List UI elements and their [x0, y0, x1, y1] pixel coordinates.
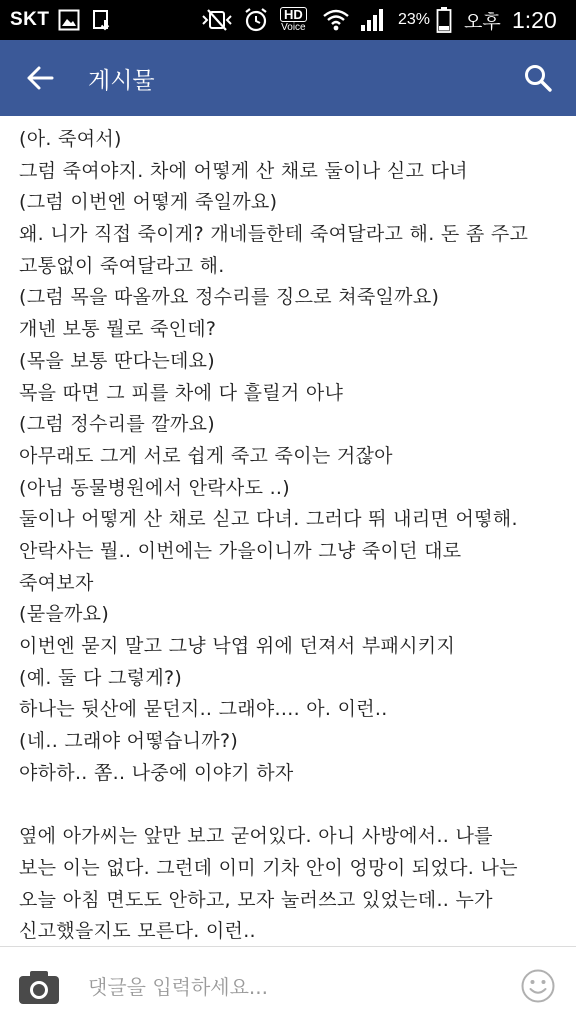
post-line: 옆에 아가씨는 앞만 보고 굳어있다. 아니 사방에서.. 나를 — [19, 825, 493, 848]
carrier-label: SKT — [10, 9, 50, 30]
hd-label: HD — [280, 7, 307, 22]
post-line: (그럼 목을 따올까요 정수리를 징으로 쳐죽일까요) — [19, 286, 440, 309]
post-line: (네.. 그래야 어떻습니까?) — [19, 730, 239, 753]
post-line: 이번엔 묻지 말고 그냥 낙엽 위에 던져서 부패시키지 — [19, 635, 456, 657]
emoji-icon — [520, 968, 556, 1004]
post-line: 아무래도 그게 서로 쉽게 죽고 죽이는 거잖아 — [19, 444, 393, 467]
post-content — [0, 116, 576, 946]
post-line — [19, 789, 564, 821]
back-arrow-icon — [26, 65, 54, 91]
post-line: 하나는 뒷산에 묻던지.. 그래야.... 아. 이런.. — [19, 698, 388, 721]
voice-label: Voice — [281, 22, 306, 33]
post-line: 목을 따면 그 피를 차에 다 흘릴거 아냐 — [19, 381, 344, 404]
hd-voice-indicator — [280, 0, 307, 40]
post-line: 보는 이는 없다. 그런데 이미 기차 안이 엉망이 되었다. 나는 — [19, 856, 518, 879]
post-line: (아. 죽여서) — [19, 128, 122, 150]
post-line: (그럼 이번엔 어떻게 죽일까요) — [19, 191, 278, 214]
battery-percent: 23% — [398, 11, 431, 28]
comment-input[interactable] — [88, 967, 488, 1007]
clock-ampm: 오후 — [464, 10, 501, 33]
post-line: (아님 동물병원에서 안락사도 ..) — [19, 476, 290, 499]
post-line: 신고했을지도 모른다. 이런.. — [19, 920, 256, 943]
page-title: 게시물 — [88, 67, 155, 94]
post-line: (그럼 정수리를 깔까요) — [19, 413, 215, 436]
clock-time: 1:20 — [512, 6, 557, 33]
post-line: 그럼 죽여야지. 차에 어떻게 산 채로 둘이나 싣고 다녀 — [19, 159, 468, 182]
emoji-button[interactable] — [520, 968, 556, 1004]
post-line: 오늘 아침 면도도 안하고, 모자 눌러쓰고 있었는데.. 누가 — [19, 888, 493, 911]
comment-bar — [0, 946, 576, 1025]
post-line: 고통없이 죽여달라고 해. — [19, 254, 225, 277]
post-line: 안락사는 뭘.. 이번에는 가을이니까 그냥 죽이던 대로 — [19, 539, 462, 562]
post-text — [19, 124, 564, 946]
alarm-icon — [242, 0, 270, 40]
post-line: (목을 보통 딴다는데요) — [19, 349, 215, 372]
post-line: 왜. 니가 직접 죽이게? 개네들한테 죽여달라고 해. 돈 좀 주고 — [19, 223, 529, 246]
image-notification-icon — [58, 0, 80, 40]
mute-icon — [200, 0, 234, 40]
post-line: 야하하.. 쫌.. 나중에 이야기 하자 — [19, 761, 294, 784]
camera-icon — [16, 967, 62, 1007]
status-bar — [0, 0, 576, 40]
back-button[interactable] — [20, 58, 60, 98]
post-line: 개넨 보통 뭘로 죽인데? — [19, 318, 217, 341]
app-bar — [0, 40, 576, 116]
search-button[interactable] — [518, 58, 558, 98]
post-line: 죽여보자 — [19, 571, 94, 594]
download-notification-icon — [92, 0, 114, 40]
camera-button[interactable] — [16, 967, 62, 1007]
post-line: 둘이나 어떻게 산 채로 싣고 다녀. 그러다 뛰 내리면 어떻해. — [19, 508, 518, 531]
search-icon — [523, 63, 553, 93]
battery-icon — [436, 0, 452, 40]
signal-strength-icon — [360, 0, 386, 40]
post-line: (예. 둘 다 그렇게?) — [19, 666, 183, 689]
post-line: (묻을까요) — [19, 603, 110, 626]
wifi-icon — [322, 0, 350, 40]
